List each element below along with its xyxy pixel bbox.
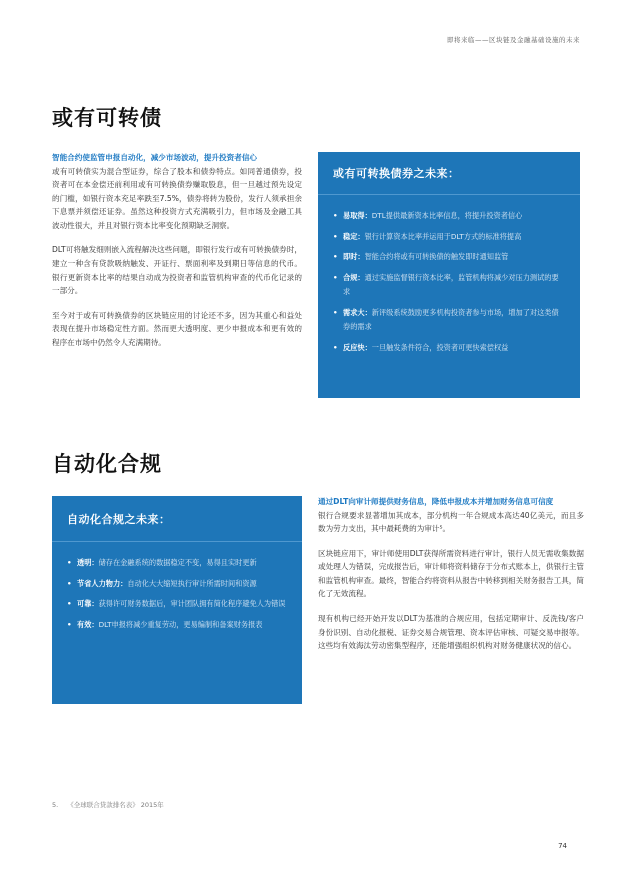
item-text: DTL提供最新资本比率信息，将提升投资者信心 (371, 211, 523, 220)
section2-paragraph: 银行合规要求显著增加其成本，部分机构一年合规成本高达40亿美元，而且多数为劳力支出，其中最耗费的为审计⁵。 (318, 510, 584, 534)
section1-paragraph: 或有可转债实为混合型证券，综合了股本和债券特点。如同普通债券，投资者可在本金偿还前利用或有可转换债券赚取股息，但一旦越过预先设定的门槛，如银行资本充足率跌至7.5%，债券将转为股份，发行人须承担余下息票并须偿还证券。虽然这种投资方式充满吸引力，但市场及金融工具波动性很大，并且对银行资本比率变化预期缺乏洞察。 (52, 166, 302, 230)
item-term: 透明： (77, 558, 99, 567)
list-item: • 需求大：新评级系统鼓励更多机构投资者参与市场，增加了对这类债券的需求 (333, 307, 559, 331)
item-term: 反应快： (343, 342, 372, 352)
box-list (318, 209, 580, 355)
list-item: • 合规：通过实施监督银行资本比率，监管机构将减少对压力测试的要求 (333, 272, 559, 296)
item-text: 一旦触发条件符合，投资者可更快索偿权益 (371, 342, 509, 352)
item-text: 新评级系统鼓励更多机构投资者参与市场，增加了对这类债券的需求 (343, 307, 559, 331)
page-number: 74 (558, 842, 567, 850)
section2-text-column (318, 496, 584, 664)
item-term: 易取得： (343, 211, 372, 220)
list-item: • 可靠：获得许可财务数据后，审计团队拥有简化程序避免人为错误 (67, 599, 286, 608)
list-item: • 有效：DLT申报将减少重复劳动，更易编制和备案财务报表 (67, 619, 263, 629)
list-item: • 反应快：一旦触发条件符合，投资者可更快索偿权益 (333, 342, 509, 352)
footnote (52, 800, 173, 809)
list-item: • 即时：智能合约将或有可转换债的触发即时通知监管 (333, 252, 509, 261)
item-term: 合规： (343, 272, 365, 282)
footnote-number: 5. (52, 801, 59, 809)
section1-paragraph: DLT可将触发细则嵌入流程解决这些问题，即银行发行或有可转换债券时，建立一种含有贷款吸纳触发、开证行、票面利率及到期日等信息的代币。银行更新资本比率的结果自动成为投资者和监管机构审查的代币化记录的一部分。 (52, 245, 302, 296)
page-header-title: 即将来临——区块链及金融基础设施的未来 (447, 36, 580, 44)
item-term: 即时： (343, 252, 365, 261)
item-text: 智能合约将或有可转换债的触发即时通知监管 (364, 252, 509, 261)
box-divider (52, 541, 302, 542)
section1-subhead: 智能合约使监管申报自动化，减少市场波动，提升投资者信心 (52, 153, 258, 162)
item-text: DLT申报将减少重复劳动，更易编制和备案财务报表 (98, 619, 263, 629)
section2-paragraph: 区块链应用下，审计师使用DLT获得所需资料进行审计，银行人员无需收集数据或处理人为错误，完成报告后，审计师将资料储存于分布式账本上，供银行主管和监管机构审查。最终，智能合约将资料从报告中转移到相关财务报告工具，简化了无效流程。 (318, 548, 584, 599)
item-text: 银行计算资本比率并运用于DLT方式的标准将提高 (364, 231, 522, 241)
item-term: 需求大： (343, 307, 372, 317)
box-list (52, 556, 302, 632)
section-title-automated-compliance: 自动化合规 (52, 452, 162, 476)
item-term: 节省人力物力： (77, 578, 128, 588)
footnote-text: 《全球联合贷款排名表》 2015年 (67, 801, 164, 809)
list-item: • 透明：储存在金融系统的数据稳定不变，易得且实时更新 (67, 558, 257, 567)
future-convertible-bonds-box (318, 152, 580, 398)
future-automated-compliance-box (52, 496, 302, 704)
list-item: • 稳定：银行计算资本比率并运用于DLT方式的标准将提高 (333, 231, 522, 241)
section2-subhead: 通过DLT向审计师提供财务信息，降低申报成本并增加财务信息可信度 (318, 497, 554, 506)
box-title: 或有可转换债券之未来： (333, 167, 460, 180)
item-text: 通过实施监督银行资本比率，监管机构将减少对压力测试的要求 (343, 272, 559, 296)
box-title: 自动化合规之未来： (67, 513, 171, 526)
item-term: 可靠： (77, 599, 99, 608)
section1-paragraph: 至今对于或有可转换债券的区块链应用的讨论还不多，因为其重心和益处表现在提升市场稳定性方面。然而更大透明度、更少申报成本和更有效的程序在市场中仍然令人充满期待。 (52, 310, 302, 348)
section1-text-column (52, 152, 302, 361)
list-item: • 易取得：DTL提供最新资本比率信息，将提升投资者信心 (333, 211, 523, 220)
section2-paragraph: 现有机构已经开始开发以DLT为基准的合规应用，包括定期审计、反洗钱/客户身份识别、自动化报税、证券交易合规管理、资本评估审核、可疑交易申报等。这些均有效海汰劳动密集型程序，还能增强组织机构对财务健康状况的信心。 (318, 614, 584, 651)
item-text: 储存在金融系统的数据稳定不变，易得且实时更新 (98, 558, 257, 567)
item-term: 有效： (77, 619, 99, 629)
item-text: 自动化大大缩短执行审计所需时间和资源 (127, 578, 257, 588)
section-title-convertible-bonds: 或有可转债 (52, 106, 162, 130)
item-term: 稳定： (343, 231, 365, 241)
box-divider (318, 194, 580, 195)
list-item: • 节省人力物力：自动化大大缩短执行审计所需时间和资源 (67, 578, 257, 588)
item-text: 获得许可财务数据后，审计团队拥有简化程序避免人为错误 (98, 599, 286, 608)
